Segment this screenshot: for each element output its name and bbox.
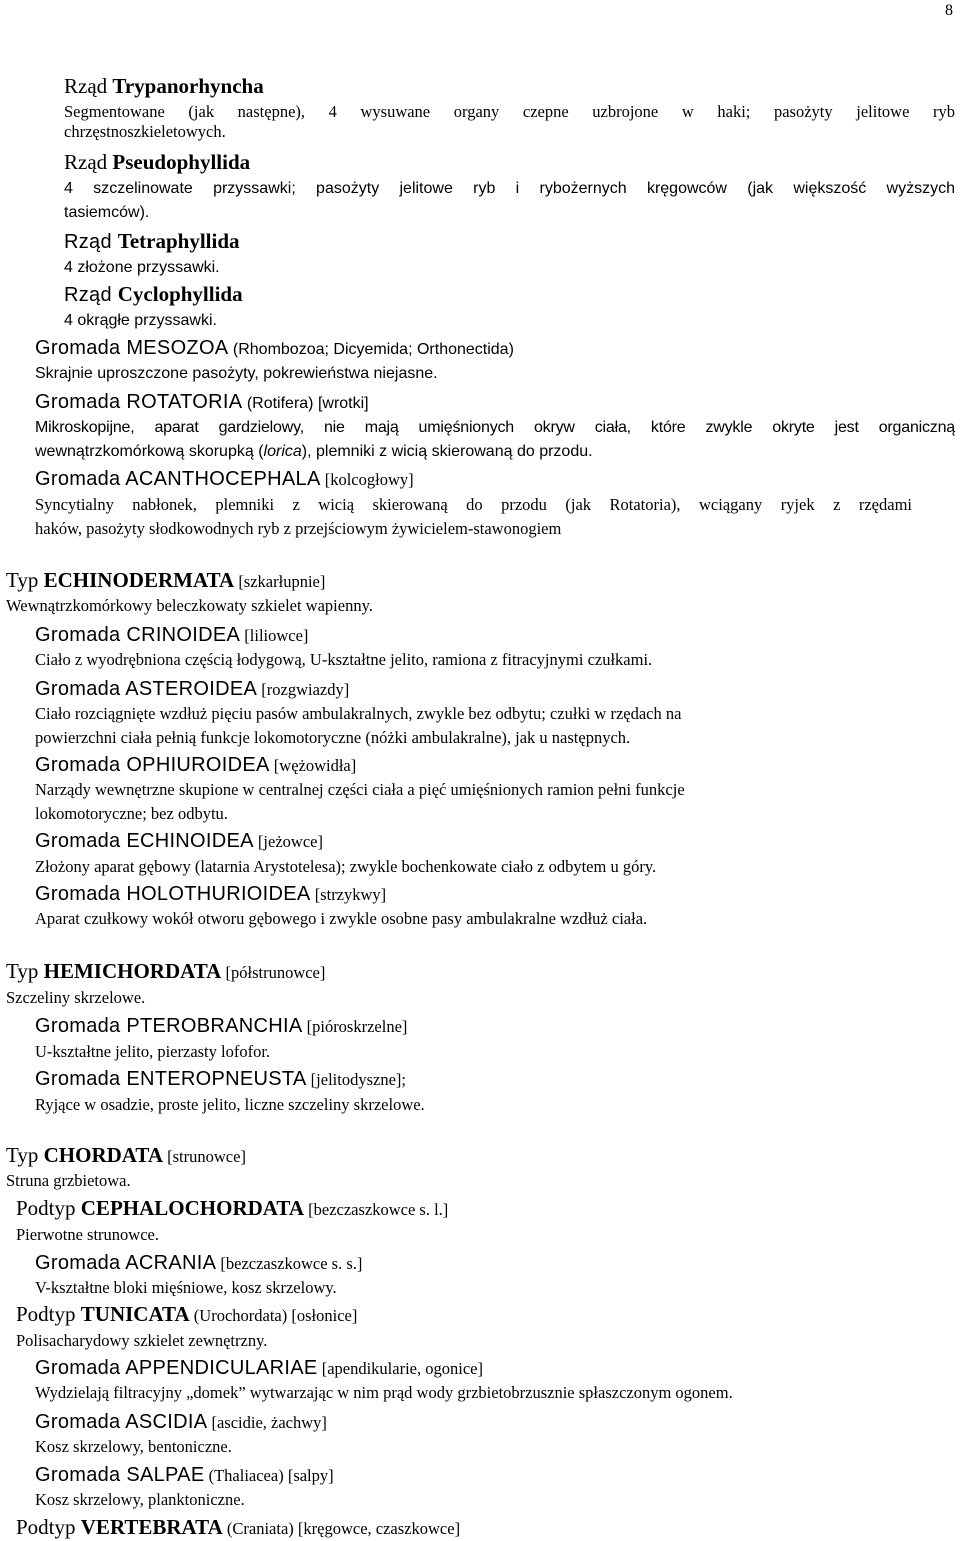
rank-label: Gromada bbox=[35, 1464, 127, 1486]
taxon-name: VERTEBRATA bbox=[80, 1515, 223, 1539]
page-number: 8 bbox=[945, 2, 953, 19]
description-line: 4 szczelinowate przyssawki; pasożyty jelitowe ryb i rybożernych kręgowców (jak większość wyższych bbox=[64, 180, 955, 197]
subphylum-heading-vertebrata bbox=[16, 1515, 460, 1541]
class-heading-holothurioidea bbox=[35, 881, 386, 907]
rank-label: Gromada bbox=[35, 1015, 127, 1037]
taxon-name: SALPAE bbox=[126, 1464, 205, 1486]
heading-note: (Urochordata) [osłonice] bbox=[189, 1306, 358, 1325]
heading-note: [wężowidła] bbox=[269, 756, 357, 775]
description-line: Wewnątrzkomórkowy beleczkowaty szkielet wapienny. bbox=[6, 596, 373, 615]
description-line: Syncytialny nabłonek, plemniki z wicią skierowaną do przodu (jak Rotatoria), wciągany ryjek z rzędami bbox=[35, 495, 912, 514]
description-line: tasiemców). bbox=[64, 204, 150, 221]
rank-label: Rząd bbox=[64, 150, 113, 174]
taxon-name: APPENDICULARIAE bbox=[125, 1357, 318, 1379]
rank-label: Gromada bbox=[35, 678, 126, 700]
taxon-name: ASTEROIDEA bbox=[125, 678, 258, 700]
description-line: Polisacharydowy szkielet zewnętrzny. bbox=[16, 1331, 268, 1350]
description-line: Aparat czułkowy wokół otworu gębowego i zwykle osobne pasy ambulakralne wzdłuż ciała. bbox=[35, 909, 648, 928]
taxon-name: Cyclophyllida bbox=[117, 282, 243, 306]
order-heading-pseudophyllida bbox=[64, 150, 250, 174]
taxon-name: CEPHALOCHORDATA bbox=[80, 1196, 304, 1220]
heading-note: (Craniata) [kręgowce, czaszkowce] bbox=[222, 1519, 461, 1538]
class-heading-acrania bbox=[35, 1250, 362, 1276]
taxon-name: ASCIDIA bbox=[125, 1411, 208, 1433]
taxon-name: Pseudophyllida bbox=[112, 150, 251, 174]
description-line: Narządy wewnętrzne skupione w centralnej części ciała a pięć umięśnionych ramion pełni funkcje bbox=[35, 780, 685, 799]
rank-label: Gromada bbox=[35, 1252, 126, 1274]
subphylum-heading-cephalochordata bbox=[16, 1196, 448, 1222]
rank-label: Podtyp bbox=[16, 1515, 81, 1539]
rank-label: Podtyp bbox=[16, 1302, 81, 1326]
class-heading-echinoidea bbox=[35, 828, 323, 854]
heading-note: (Rotifera) [wrotki] bbox=[242, 395, 369, 412]
description-line: Struna grzbietowa. bbox=[6, 1171, 131, 1190]
rank-label: Gromada bbox=[35, 468, 126, 490]
order-heading-cyclophyllida bbox=[64, 282, 243, 307]
description-line: Skrajnie uproszczone pasożyty, pokrewieństwa niejasne. bbox=[35, 365, 438, 382]
rank-label: Gromada bbox=[35, 883, 127, 905]
description-line: Ryjące w osadzie, proste jelito, liczne szczeliny skrzelowe. bbox=[35, 1095, 425, 1114]
taxon-name: ACRANIA bbox=[125, 1252, 217, 1274]
description-line: Wydzielają filtracyjny „domek” wytwarzając w nim prąd wody grzbietobrzusznie spłaszczonym ogonem. bbox=[35, 1383, 733, 1402]
description-line: 4 okrągłe przyssawki. bbox=[64, 312, 217, 329]
class-heading-pterobranchia bbox=[35, 1013, 407, 1039]
subphylum-heading-tunicata bbox=[16, 1302, 357, 1328]
rank-label: Typ bbox=[6, 1143, 44, 1167]
rank-label: Rząd bbox=[64, 74, 113, 98]
description-line: Ciało rozciągnięte wzdłuż pięciu pasów ambulakralnych, zwykle bez odbytu; czułki w rzędach na bbox=[35, 704, 682, 723]
heading-note: [kolcogłowy] bbox=[320, 470, 414, 489]
rank-label: Gromada bbox=[35, 337, 127, 359]
class-heading-appendiculariae bbox=[35, 1355, 483, 1381]
rank-label: Podtyp bbox=[16, 1196, 81, 1220]
taxon-name: ENTEROPNEUSTA bbox=[126, 1068, 307, 1090]
class-heading-rotatoria bbox=[35, 389, 369, 416]
heading-note: [apendikularie, ogonice] bbox=[317, 1359, 483, 1378]
heading-note: [półstrunowce] bbox=[221, 963, 326, 982]
taxon-name: ROTATORIA bbox=[126, 391, 243, 413]
taxon-name: ACANTHOCEPHALA bbox=[125, 468, 321, 490]
order-heading-tetraphyllida bbox=[64, 229, 240, 254]
heading-note: [strunowce] bbox=[163, 1147, 246, 1166]
taxon-name: TUNICATA bbox=[80, 1302, 190, 1326]
description-line: U-kształtne jelito, pierzasty lofofor. bbox=[35, 1042, 271, 1061]
taxon-name: HEMICHORDATA bbox=[43, 959, 222, 983]
taxon-name: HOLOTHURIOIDEA bbox=[126, 883, 311, 905]
description-line: lokomotoryczne; bez odbytu. bbox=[35, 804, 228, 823]
heading-note: [pióroskrzelne] bbox=[302, 1017, 408, 1036]
heading-note: (Rhombozoa; Dicyemida; Orthonectida) bbox=[228, 341, 514, 358]
description-line: Segmentowane (jak następne), 4 wysuwane organy czepne uzbrojone w haki; pasożyty jelitowe ryb bbox=[64, 102, 955, 121]
rank-label: Typ bbox=[6, 568, 44, 592]
heading-note: [liliowce] bbox=[240, 626, 309, 645]
rank-label: Rząd bbox=[64, 231, 118, 253]
description-line: 4 złożone przyssawki. bbox=[64, 259, 220, 276]
rank-label: Gromada bbox=[35, 624, 127, 646]
taxon-name: CRINOIDEA bbox=[126, 624, 241, 646]
heading-note: [rozgwiazdy] bbox=[257, 680, 350, 699]
taxon-name: Trypanorhyncha bbox=[112, 74, 264, 98]
rank-label: Gromada bbox=[35, 1411, 126, 1433]
description-line: V-kształtne bloki mięśniowe, kosz skrzelowy. bbox=[35, 1278, 337, 1297]
description-line: haków, pasożyty słodkowodnych ryb z przejściowym żywicielem-stawonogiem bbox=[35, 519, 562, 538]
heading-note: [jelitodyszne]; bbox=[306, 1070, 406, 1089]
class-heading-ophiuroidea bbox=[35, 752, 356, 778]
description-line: Mikroskopijne, aparat gardzielowy, nie mają umięśnionych okryw ciała, które zwykle okryte jest organiczną bbox=[35, 419, 955, 436]
taxon-name: PTEROBRANCHIA bbox=[126, 1015, 303, 1037]
heading-note: [bezczaszkowce s. l.] bbox=[304, 1200, 449, 1219]
rank-label: Rząd bbox=[64, 284, 118, 306]
description-line: Kosz skrzelowy, planktoniczne. bbox=[35, 1490, 245, 1509]
rank-label: Typ bbox=[6, 959, 44, 983]
heading-note: [bezczaszkowce s. s.] bbox=[216, 1254, 363, 1273]
description-line: wewnątrzkomórkową skorupką (lorica), plemniki z wicią skierowaną do przodu. bbox=[35, 443, 593, 460]
taxon-name: Tetraphyllida bbox=[117, 229, 240, 253]
description-line: Złożony aparat gębowy (latarnia Arystotelesa); zwykle bochenkowate ciało z odbytem u góry. bbox=[35, 857, 657, 876]
taxon-name: ECHINODERMATA bbox=[43, 568, 235, 592]
description-line: Pierwotne strunowce. bbox=[16, 1225, 159, 1244]
description-line: Kosz skrzelowy, bentoniczne. bbox=[35, 1437, 232, 1456]
taxon-name: ECHINOIDEA bbox=[126, 830, 254, 852]
taxon-name: CHORDATA bbox=[43, 1143, 164, 1167]
rank-label: Gromada bbox=[35, 391, 127, 413]
phylum-heading-hemichordata bbox=[6, 959, 325, 985]
class-heading-ascidia bbox=[35, 1409, 327, 1435]
latin-term: lorica bbox=[263, 443, 302, 460]
class-heading-salpae bbox=[35, 1462, 334, 1488]
class-heading-enteropneusta bbox=[35, 1066, 406, 1092]
description-line: powierzchni ciała pełnią funkcje lokomotoryczne (nóżki ambulakralne), jak u następnych. bbox=[35, 728, 631, 747]
description-line: Ciało z wyodrębniona częścią łodygową, U-kształtne jelito, ramiona z fitracyjnymi czułkami. bbox=[35, 650, 653, 669]
rank-label: Gromada bbox=[35, 1357, 126, 1379]
description-line: chrzęstnoszkieletowych. bbox=[64, 122, 226, 141]
heading-note: [szkarłupnie] bbox=[234, 572, 326, 591]
heading-note: [ascidie, żachwy] bbox=[207, 1413, 327, 1432]
class-heading-crinoidea bbox=[35, 622, 308, 648]
heading-note: [jeżowce] bbox=[253, 832, 323, 851]
rank-label: Gromada bbox=[35, 1068, 127, 1090]
class-heading-acanthocephala bbox=[35, 466, 414, 492]
phylum-heading-echinodermata bbox=[6, 568, 325, 594]
order-heading-trypanorhyncha bbox=[64, 74, 264, 98]
heading-note: [strzykwy] bbox=[310, 885, 387, 904]
class-heading-mesozoa bbox=[35, 335, 514, 362]
phylum-heading-chordata bbox=[6, 1143, 246, 1169]
heading-note: (Thaliacea) [salpy] bbox=[204, 1466, 334, 1485]
taxon-name: MESOZOA bbox=[126, 337, 229, 359]
description-line: Szczeliny skrzelowe. bbox=[6, 988, 146, 1007]
rank-label: Gromada bbox=[35, 830, 127, 852]
class-heading-asteroidea bbox=[35, 676, 349, 702]
taxon-name: OPHIUROIDEA bbox=[126, 754, 270, 776]
rank-label: Gromada bbox=[35, 754, 127, 776]
